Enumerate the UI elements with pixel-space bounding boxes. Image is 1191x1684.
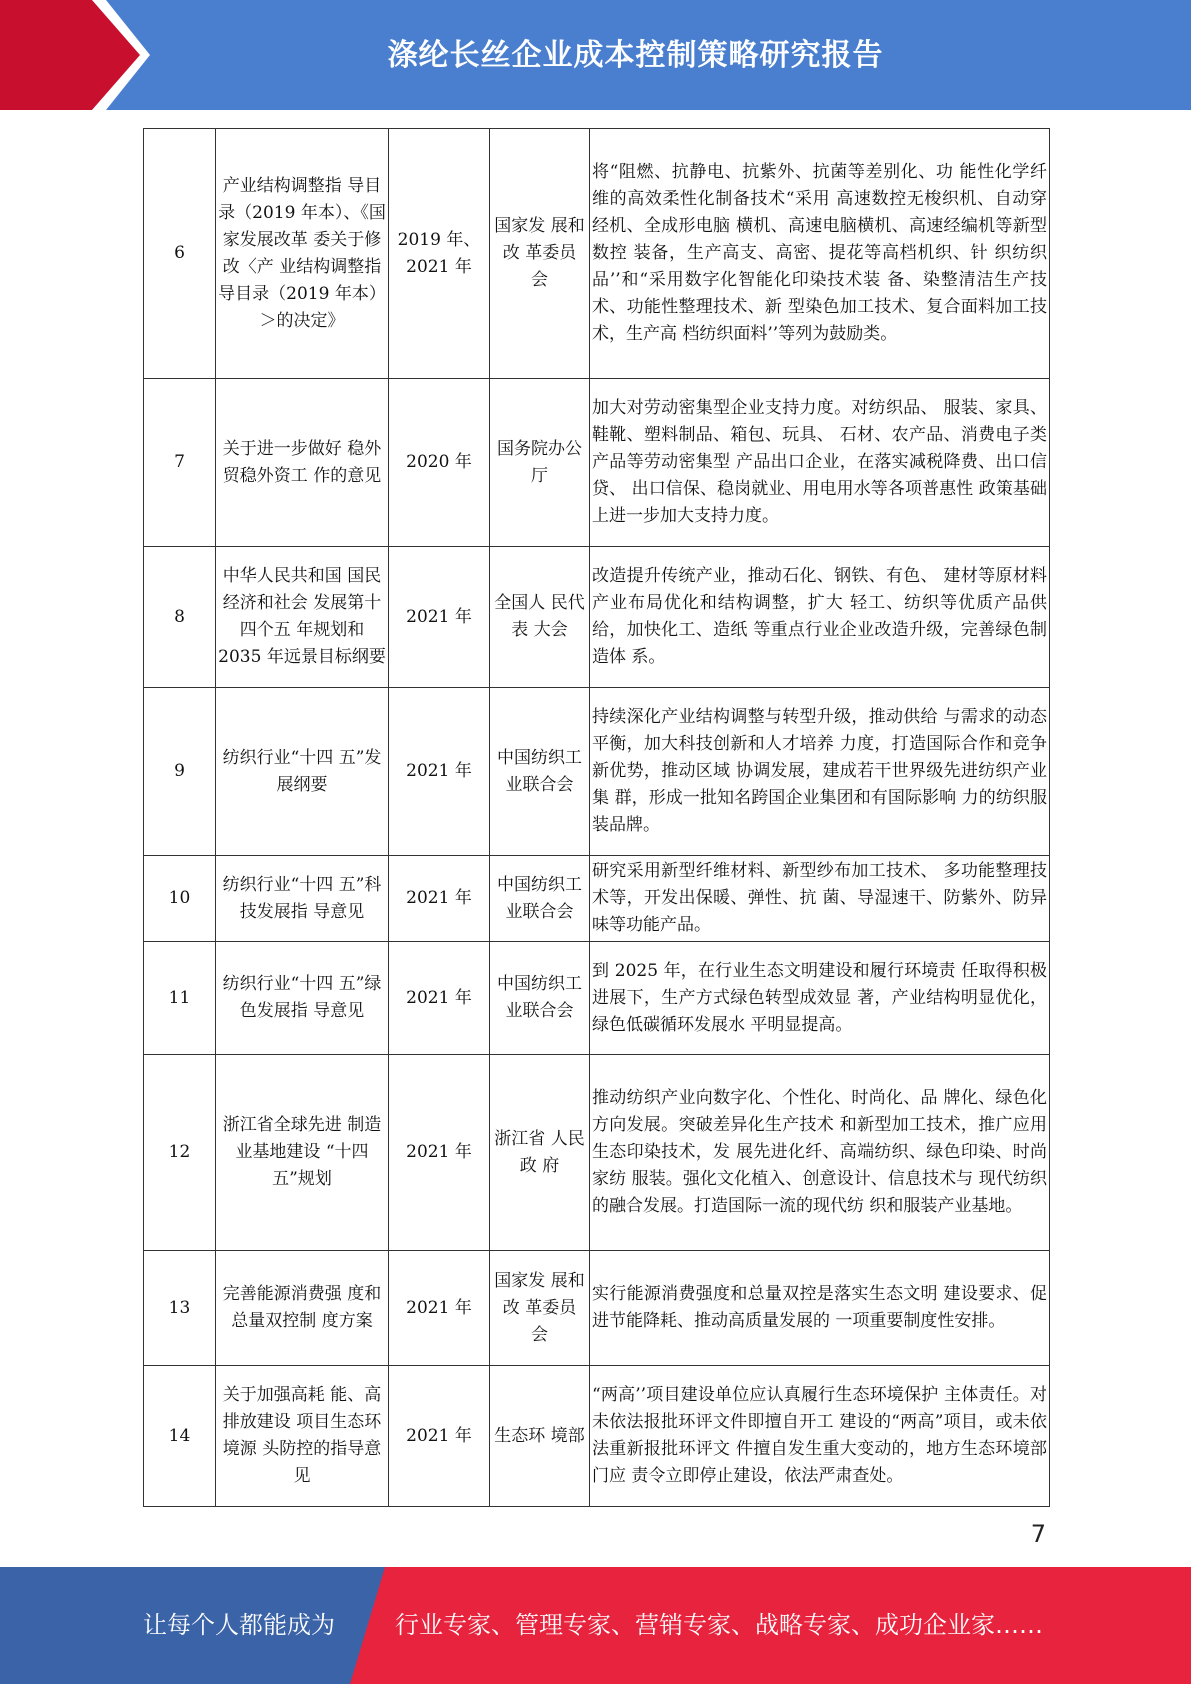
row-number: 13: [144, 1251, 216, 1366]
row-number: 14: [144, 1366, 216, 1507]
policy-name: 关于加强高耗 能、高排放建设 项目生态环境源 头防控的指导意 见: [216, 1366, 389, 1507]
issuing-org: 国务院办公厅: [490, 379, 590, 547]
page-header: [0, 0, 1191, 110]
policy-content: 持续深化产业结构调整与转型升级，推动供给 与需求的动态平衡，加大科技创新和人才培养 力度，打造国际合作和竞争新优势，推动区域 协调发展，建成若干世界级先进纺织产业集 群，形成一批知名跨国企业集团和有国际影响 力的纺织服装品牌。: [590, 688, 1050, 856]
policy-name: 产业结构调整指 导目录（2019 年本）、《国家发展改革 委关于修改〈产 业结构调整指导目录（2019 年本）＞的决定》: [216, 129, 389, 379]
row-number: 8: [144, 547, 216, 688]
footer-slogan-left: 让每个人都能成为: [143, 1611, 335, 1639]
policy-content: 加大对劳动密集型企业支持力度。对纺织品、 服装、家具、鞋靴、塑料制品、箱包、玩具、 石材、农产品、消费电子类产品等劳动密集型 产品出口企业，在落实减税降费、出口信贷、 出口信保、稳岗就业、用电用水等各项普惠性 政策基础上进一步加大支持力度。: [590, 379, 1050, 547]
table-row: [144, 379, 1050, 547]
table-row: [144, 1366, 1050, 1507]
issuing-org: 生态环 境部: [490, 1366, 590, 1507]
row-number: 12: [144, 1055, 216, 1251]
table-row: [144, 942, 1050, 1055]
policy-name: 完善能源消费强 度和总量双控制 度方案: [216, 1251, 389, 1366]
policy-content: 实行能源消费强度和总量双控是落实生态文明 建设要求、促进节能降耗、推动高质量发展的 一项重要制度性安排。: [590, 1251, 1050, 1366]
table-row: [144, 1251, 1050, 1366]
issuing-org: 浙江省 人民政 府: [490, 1055, 590, 1251]
policy-name: 浙江省全球先进 制造业基地建设 “十四五”规划: [216, 1055, 389, 1251]
footer-slogan-right: 行业专家、管理专家、营销专家、战略专家、成功企业家……: [395, 1611, 1043, 1639]
policy-name: 纺织行业“十四 五”科技发展指 导意见: [216, 856, 389, 942]
issuing-org: 中国纺织工业联合会: [490, 856, 590, 942]
policy-name: 中华人民共和国 国民经济和社会 发展第十四个五 年规划和 2035 年远景目标纲要: [216, 547, 389, 688]
row-number: 6: [144, 129, 216, 379]
page-number: 7: [1030, 1520, 1046, 1548]
policy-year: 2020 年: [389, 379, 490, 547]
table-row: [144, 1055, 1050, 1251]
policy-content: 将“阻燃、抗静电、抗紫外、抗菌等差别化、功 能性化学纤维的高效柔性化制备技术“采用 高速数控无梭织机、自动穿经机、全成形电脑 横机、高速电脑横机、高速经编机等新型数控 装备，生产高支、高密、提花等高档机织、针 织纺织品’’和“采用数字化智能化印染技术装 备、染整清洁生产技术、功能性整理技术、新 型染色加工技术、复合面料加工技术，生产高 档纺织面料’’等列为鼓励类。: [590, 129, 1050, 379]
report-title: 涤纶长丝企业成本控制策略研究报告: [387, 38, 884, 73]
issuing-org: 中国纺织工业联合会: [490, 688, 590, 856]
policy-year: 2019 年、2021 年: [389, 129, 490, 379]
policy-name: 纺织行业“十四 五”发展纲要: [216, 688, 389, 856]
policy-year: 2021 年: [389, 547, 490, 688]
row-number: 7: [144, 379, 216, 547]
issuing-org: 国家发 展和改 革委员 会: [490, 129, 590, 379]
policy-year: 2021 年: [389, 1055, 490, 1251]
table-row: [144, 856, 1050, 942]
policy-year: 2021 年: [389, 688, 490, 856]
policy-year: 2021 年: [389, 1366, 490, 1507]
row-number: 10: [144, 856, 216, 942]
policy-year: 2021 年: [389, 1251, 490, 1366]
table-row: [144, 547, 1050, 688]
row-number: 9: [144, 688, 216, 856]
table-row: [144, 129, 1050, 379]
issuing-org: 全国人 民代表 大会: [490, 547, 590, 688]
policy-year: 2021 年: [389, 942, 490, 1055]
policy-name: 纺织行业“十四 五”绿色发展指 导意见: [216, 942, 389, 1055]
issuing-org: 国家发 展和改 革委员 会: [490, 1251, 590, 1366]
page-footer: [0, 1567, 1191, 1684]
table-row: [144, 688, 1050, 856]
policy-table: [143, 128, 1050, 1507]
policy-content: 推动纺织产业向数字化、个性化、时尚化、品 牌化、绿色化方向发展。突破差异化生产技术 和新型加工技术，推广应用生态印染技术，发 展先进化纤、高端纺织、绿色印染、时尚家纺 服装。强化文化植入、创意设计、信息技术与 现代纺织的融合发展。打造国际一流的现代纺 织和服装产业基地。: [590, 1055, 1050, 1251]
policy-content: 到 2025 年，在行业生态文明建设和履行环境责 任取得积极进展下，生产方式绿色转型成效显 著，产业结构明显优化，绿色低碳循环发展水 平明显提高。: [590, 942, 1050, 1055]
policy-name: 关于进一步做好 稳外贸稳外资工 作的意见: [216, 379, 389, 547]
policy-content: “两高’’项目建设单位应认真履行生态环境保护 主体责任。对未依法报批环评文件即擅自开工 建设的“两高”项目，或未依法重新报批环评文 件擅自发生重大变动的，地方生态环境部门应 责令立即停止建设，依法严肃查处。: [590, 1366, 1050, 1507]
row-number: 11: [144, 942, 216, 1055]
policy-content: 研究采用新型纤维材料、新型纱布加工技术、 多功能整理技术等，开发出保暖、弹性、抗 菌、导湿速干、防紫外、防异味等功能产品。: [590, 856, 1050, 942]
policy-year: 2021 年: [389, 856, 490, 942]
issuing-org: 中国纺织工业联合会: [490, 942, 590, 1055]
policy-content: 改造提升传统产业，推动石化、钢铁、有色、 建材等原材料产业布局优化和结构调整，扩大 轻工、纺织等优质产品供给，加快化工、造纸 等重点行业企业改造升级，完善绿色制造体 系。: [590, 547, 1050, 688]
